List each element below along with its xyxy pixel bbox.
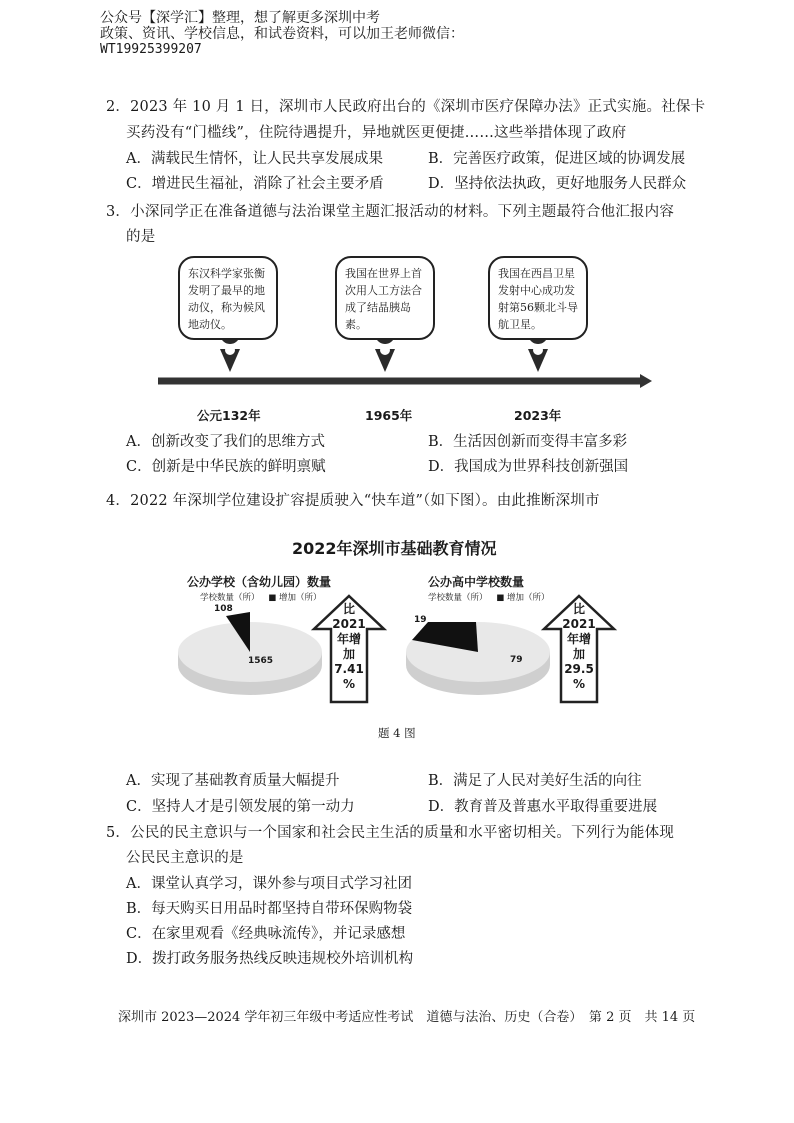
q5-stem-line2: 公民民主意识的是 [126, 850, 244, 866]
timeline-figure [150, 250, 660, 430]
chart-1-title: 公办学校（含幼儿园）数量 [187, 575, 332, 589]
q4-stem-line1: 4．2022 年深圳学位建设扩容提质驶入“快车道”（如下图）。由此推断深圳市 [106, 493, 600, 509]
chart-1-legend-series-1: 学校数量（所） [200, 593, 260, 603]
chart-1-pie [170, 600, 330, 710]
header-line-1: 公众号【深学汇】整理，想了解更多深圳中考 [100, 10, 380, 26]
timeline-bubble-2: 我国在世界上首次用人工方法合成了结晶胰岛素。 [335, 256, 435, 340]
chart-1-arrow-text [328, 602, 370, 692]
timeline-bubble-1: 东汉科学家张衡发明了最早的地动仪，称为候风地动仪。 [178, 256, 278, 340]
chart-2-arrow-line-3: 年增 [566, 632, 591, 646]
chart-1-arrow-line-6: % [342, 677, 356, 691]
q2-stem-line2: 买药没有“门槛线”，住院待遇提升，异地就医更便捷……这些举措体现了政府 [126, 125, 627, 141]
chart-2-arrow-line-2: 2021 [562, 617, 596, 631]
q4-option-b: B．满足了人民对美好生活的向往 [428, 773, 642, 789]
timeline-arrowhead [640, 374, 652, 388]
q2-option-d: D．坚持依法执政，更好地服务人民群众 [428, 176, 687, 192]
chart-1-value-main: 1565 [248, 656, 274, 666]
page-footer: 深圳市 2023—2024 学年初三年级中考适应性考试 道德与法治、历史（合卷） 第 2 页 共 14 页 [118, 1010, 696, 1025]
timeline-year-1: 公元132年 [197, 408, 261, 423]
q2-option-c: C．增进民生福祉，消除了社会主要矛盾 [126, 176, 384, 192]
header-line-2: 政策、资讯、学校信息，和试卷资料，可以加王老师微信： [100, 26, 464, 42]
q4-option-d: D．教育普及普惠水平取得重要进展 [428, 799, 658, 815]
q2-option-b: B．完善医疗政策，促进区域的协调发展 [428, 151, 686, 167]
figure-caption: 题 4 图 [378, 726, 416, 740]
chart-2-arrow-line-1: 比 [572, 602, 585, 616]
q3-stem-line1: 3．小深同学正在准备道德与法治课堂主题汇报活动的材料。下列主题最符合他汇报内容 [106, 204, 675, 220]
q4-option-a: A．实现了基础教育质量大幅提升 [126, 773, 340, 789]
q5-option-a: A．课堂认真学习，课外参与项目式学习社团 [126, 876, 412, 892]
chart-1-legend-series-2: 增加（所） [278, 593, 322, 603]
q3-option-b: B．生活因创新而变得丰富多彩 [428, 434, 628, 450]
chart-2-value-increase: 19 [414, 615, 427, 625]
chart-1-value-increase: 108 [214, 604, 233, 614]
q4-option-c: C．坚持人才是引领发展的第一动力 [126, 799, 355, 815]
chart-1-arrow-line-4: 加 [342, 647, 355, 661]
chart-1-arrow-line-5: 7.41 [334, 662, 364, 676]
timeline-year-2: 1965年 [365, 408, 413, 423]
chart-2-value-main: 79 [510, 655, 523, 665]
header-line-3: WT19925399207 [100, 42, 202, 57]
chart-title: 2022年深圳市基础教育情况 [292, 539, 497, 558]
chart-1-arrow-line-2: 2021 [332, 617, 366, 631]
chart-2-arrow-line-4: 加 [572, 647, 585, 661]
q5-option-b: B．每天购买日用品时都坚持自带环保购物袋 [126, 901, 413, 917]
q5-option-d: D．拨打政务服务热线反映违规校外培训机构 [126, 951, 414, 967]
chart-2-legend-series-2: 增加（所） [506, 593, 550, 603]
chart-2-title: 公办高中学校数量 [428, 575, 525, 589]
chart-2-arrow-text [558, 602, 600, 692]
legend-square-icon: ■ [268, 593, 277, 603]
chart-2-legend-series-1: 学校数量（所） [428, 593, 488, 603]
chart-1-arrow-line-1: 比 [342, 602, 355, 616]
timeline-bubble-3: 我国在西昌卫星发射中心成功发射第56颗北斗导航卫星。 [488, 256, 588, 340]
legend-square-icon: ■ [496, 593, 505, 603]
q3-option-d: D．我国成为世界科技创新强国 [428, 459, 629, 475]
q5-stem-line1: 5．公民的民主意识与一个国家和社会民主生活的质量和水平密切相关。下列行为能体现 [106, 825, 675, 841]
q3-option-c: C．创新是中华民族的鲜明禀赋 [126, 459, 326, 475]
q3-stem-line2: 的是 [126, 229, 156, 245]
chart-2-arrow-line-5: 29.5 [564, 662, 594, 676]
q2-option-a: A．满载民生情怀，让人民共享发展成果 [126, 151, 383, 167]
q5-option-c: C．在家里观看《经典咏流传》，并记录感想 [126, 926, 406, 942]
q2-stem-line1: 2．2023 年 10 月 1 日，深圳市人民政府出台的《深圳市医疗保障办法》正式实施。社保卡 [106, 99, 706, 115]
timeline-year-3: 2023年 [514, 408, 562, 423]
chart-2-arrow-line-6: % [572, 677, 586, 691]
chart-1-arrow-line-3: 年增 [336, 632, 361, 646]
q3-option-a: A．创新改变了我们的思维方式 [126, 434, 325, 450]
